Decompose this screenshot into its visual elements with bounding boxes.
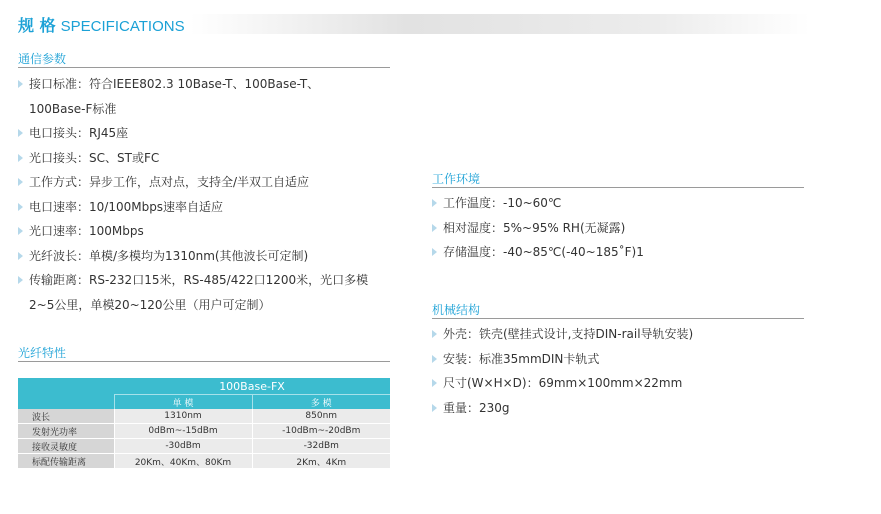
comm-section-heading: 通信参数 bbox=[18, 52, 67, 66]
table-cell-multi: -10dBm~-20dBm bbox=[252, 424, 390, 439]
page-title-en: SPECIFICATIONS bbox=[60, 18, 185, 35]
mech-spec-list bbox=[432, 322, 693, 420]
title-gradient-bar bbox=[190, 14, 810, 34]
bullet-arrow-icon bbox=[432, 248, 437, 256]
table-row bbox=[18, 424, 390, 439]
spec-item-enclosure: 外壳：铁壳(壁挂式设计,支持DIN-rail导轨安装) bbox=[432, 322, 693, 347]
spec-item-electrical-rate: 电口速率：10/100Mbps速率自适应 bbox=[18, 195, 368, 220]
bullet-arrow-icon bbox=[18, 178, 23, 186]
title-bar bbox=[0, 10, 820, 38]
spec-item-optical-connector: 光口接头：SC、ST或FC bbox=[18, 146, 368, 171]
table-corner-cell bbox=[18, 378, 114, 409]
table-row bbox=[18, 454, 390, 469]
spec-item-distance: 传输距离：RS-232口15米，RS-485/422口1200米，光口多模 2~5公里，单模20~120公里（用户可定制） bbox=[18, 268, 368, 317]
bullet-arrow-icon bbox=[18, 252, 23, 260]
table-cell-single: -30dBm bbox=[114, 439, 252, 454]
mech-section-heading: 机械结构 bbox=[432, 303, 481, 317]
table-header-standard: 100Base-FX bbox=[114, 378, 390, 395]
spec-item-optical-rate: 光口速率：100Mbps bbox=[18, 219, 368, 244]
bullet-arrow-icon bbox=[432, 379, 437, 387]
spec-item-wavelength: 光纤波长：单模/多模均为1310nm(其他波长可定制) bbox=[18, 244, 368, 269]
bullet-arrow-icon bbox=[432, 404, 437, 412]
bullet-arrow-icon bbox=[18, 154, 23, 162]
bullet-arrow-icon bbox=[18, 80, 23, 88]
spec-item-mounting: 安装：标准35mmDIN卡轨式 bbox=[432, 347, 693, 372]
spec-item-weight: 重量：230g bbox=[432, 396, 693, 421]
env-section-heading: 工作环境 bbox=[432, 172, 481, 186]
bullet-arrow-icon bbox=[432, 355, 437, 363]
table-row bbox=[18, 439, 390, 454]
table-cell-multi: 2Km、4Km bbox=[252, 454, 390, 469]
spec-item-interface-standard: 接口标准：符合IEEE802.3 10Base-T、100Base-T、 100Base-F标准 bbox=[18, 72, 368, 121]
spec-item-storage-temp: 存储温度：-40~85℃(-40~185˚F)1 bbox=[432, 240, 644, 265]
page-title bbox=[18, 13, 185, 36]
table-cell-multi: 850nm bbox=[252, 409, 390, 424]
fiber-spec-table bbox=[18, 378, 390, 469]
table-row-label: 标配传输距离 bbox=[18, 454, 114, 469]
spec-item-electrical-connector: 电口接头：RJ45座 bbox=[18, 121, 368, 146]
env-spec-list bbox=[432, 191, 644, 265]
table-row-label: 发射光功率 bbox=[18, 424, 114, 439]
comm-spec-list bbox=[18, 72, 368, 317]
table-cell-single: 1310nm bbox=[114, 409, 252, 424]
table-cell-single: 20Km、40Km、80Km bbox=[114, 454, 252, 469]
spec-item-dimensions: 尺寸(W×H×D)：69mm×100mm×22mm bbox=[432, 371, 693, 396]
table-cell-single: 0dBm~-15dBm bbox=[114, 424, 252, 439]
bullet-arrow-icon bbox=[432, 330, 437, 338]
spec-item-operating-temp: 工作温度：-10~60℃ bbox=[432, 191, 644, 216]
table-cell-multi: -32dBm bbox=[252, 439, 390, 454]
mech-section-divider bbox=[432, 318, 804, 319]
bullet-arrow-icon bbox=[18, 227, 23, 235]
env-section-divider bbox=[432, 187, 804, 188]
table-header-single-mode: 单 模 bbox=[114, 395, 252, 410]
fiber-section-divider bbox=[18, 361, 390, 362]
comm-section-divider bbox=[18, 67, 390, 68]
bullet-arrow-icon bbox=[432, 199, 437, 207]
bullet-arrow-icon bbox=[18, 129, 23, 137]
table-row bbox=[18, 409, 390, 424]
bullet-arrow-icon bbox=[18, 276, 23, 284]
bullet-arrow-icon bbox=[18, 203, 23, 211]
table-row-label: 接收灵敏度 bbox=[18, 439, 114, 454]
bullet-arrow-icon bbox=[432, 224, 437, 232]
table-row-label: 波长 bbox=[18, 409, 114, 424]
page-title-zh: 规 格 bbox=[18, 16, 56, 35]
fiber-section-heading: 光纤特性 bbox=[18, 346, 67, 360]
spec-item-humidity: 相对湿度：5%~95% RH(无凝露) bbox=[432, 216, 644, 241]
spec-item-work-mode: 工作方式：异步工作，点对点，支持全/半双工自适应 bbox=[18, 170, 368, 195]
table-header-multi-mode: 多 模 bbox=[252, 395, 390, 410]
table-header-row bbox=[18, 378, 390, 395]
